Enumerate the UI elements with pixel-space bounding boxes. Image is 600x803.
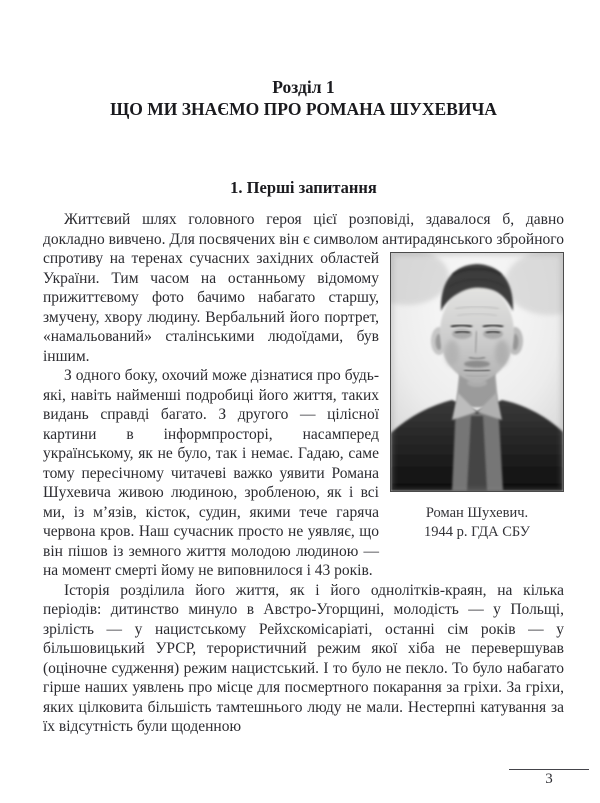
page-content	[43, 0, 564, 737]
body-text	[43, 210, 564, 737]
paragraph-1-lead: Життєвий шлях головного героя цієї розповіді, здавалося б, давно докладно вивчено. Для посвячених він є символом антирадянського	[43, 211, 564, 248]
chapter-number: Розділ 1	[272, 77, 335, 97]
photo-caption	[390, 504, 564, 542]
paragraph-3: Історія розділила його життя, як і його однолітків-краян, на кілька періодів: дитинство минуло в Австро-Угорщині, молодість — у Польщі, зрілість — у нацистському Рейхскомісаріаті, останні сім років — у більшовицький УРСР, терористичний режим якої хіба не перевершував (оціночне судження) режим нацистський. І то було не пекло. То було набагато гірше наших уявлень про місце для посмертного покарання за гріхи. За гріхи, яких цілковита більшість тамтешнього люду не мали. Нестерпні катування за їх відсутність були щоденною	[43, 581, 564, 735]
chapter-heading	[43, 77, 564, 120]
chapter-title: ЩО МИ ЗНАЄМО ПРО РОМАНА ШУХЕВИЧА	[110, 98, 497, 119]
portrait-photo-image	[391, 253, 563, 491]
figure-shukhevych	[390, 252, 564, 542]
paragraph-1-rest: збройного спротиву на теренах сучасних західних областей України. Тим часом на останньому відомому прижиттєвому фото бачимо набагато старшу, змучену, хвору людину. Вербальний його портрет, «намальований» сталінськими людоїдами, був іншим.	[43, 230, 564, 365]
photo-caption-line1: Роман Шухевич.	[425, 505, 529, 521]
page-footer	[509, 769, 589, 788]
paragraph-2: З одного боку, охочий може дізнатися про будь-які, навіть найменші подробиці його життя, таких видань справді багато. З другого — цілісної картини в інформпросторі, насамперед українському, як не було, так і немає. Гадаю, саме тому пересічному читачеві важко уявити Романа Шухевича живою людиною, зробленою, як і всі ми, із м’язів, кісток, судин, якими тече гаряча червона кров. Наш сучасник просто не уявляє, що він пішов із земного життя молодою людиною — на момент смерті йому не виповнилося і 43 років.	[43, 367, 379, 579]
photo-caption-line2: 1944 р. ГДА СБУ	[424, 524, 530, 540]
shukhevych-portrait-photo	[390, 252, 564, 492]
page-number: 3	[545, 771, 553, 787]
section-heading: 1. Перші запитання	[230, 178, 377, 197]
